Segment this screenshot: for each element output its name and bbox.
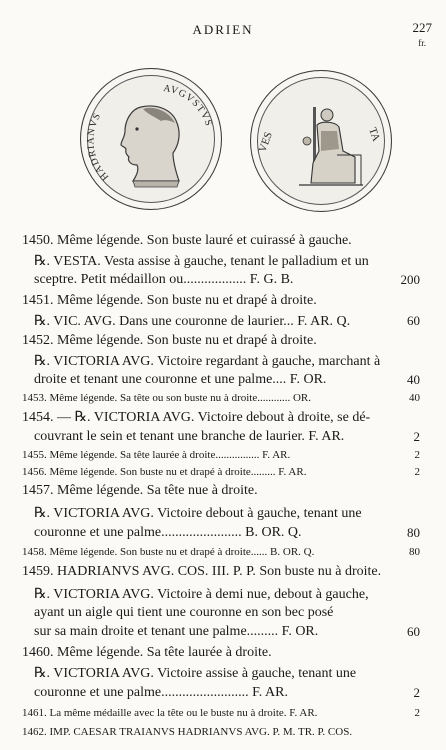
- unit-label: fr.: [418, 38, 426, 48]
- obverse-legend-left: HADRIANVS: [85, 110, 112, 183]
- running-title: ADRIEN: [192, 22, 254, 37]
- reverse-legend-left: VES: [256, 130, 275, 155]
- page-number: 227: [412, 20, 432, 35]
- coin-reverse-image: [250, 70, 392, 212]
- obverse-legend-right: AVGVSTVS: [162, 82, 215, 129]
- coin-obverse-image: [80, 68, 222, 210]
- svg-text:HADRIANVS: [85, 111, 111, 183]
- reverse-legend-right: TA: [366, 125, 383, 143]
